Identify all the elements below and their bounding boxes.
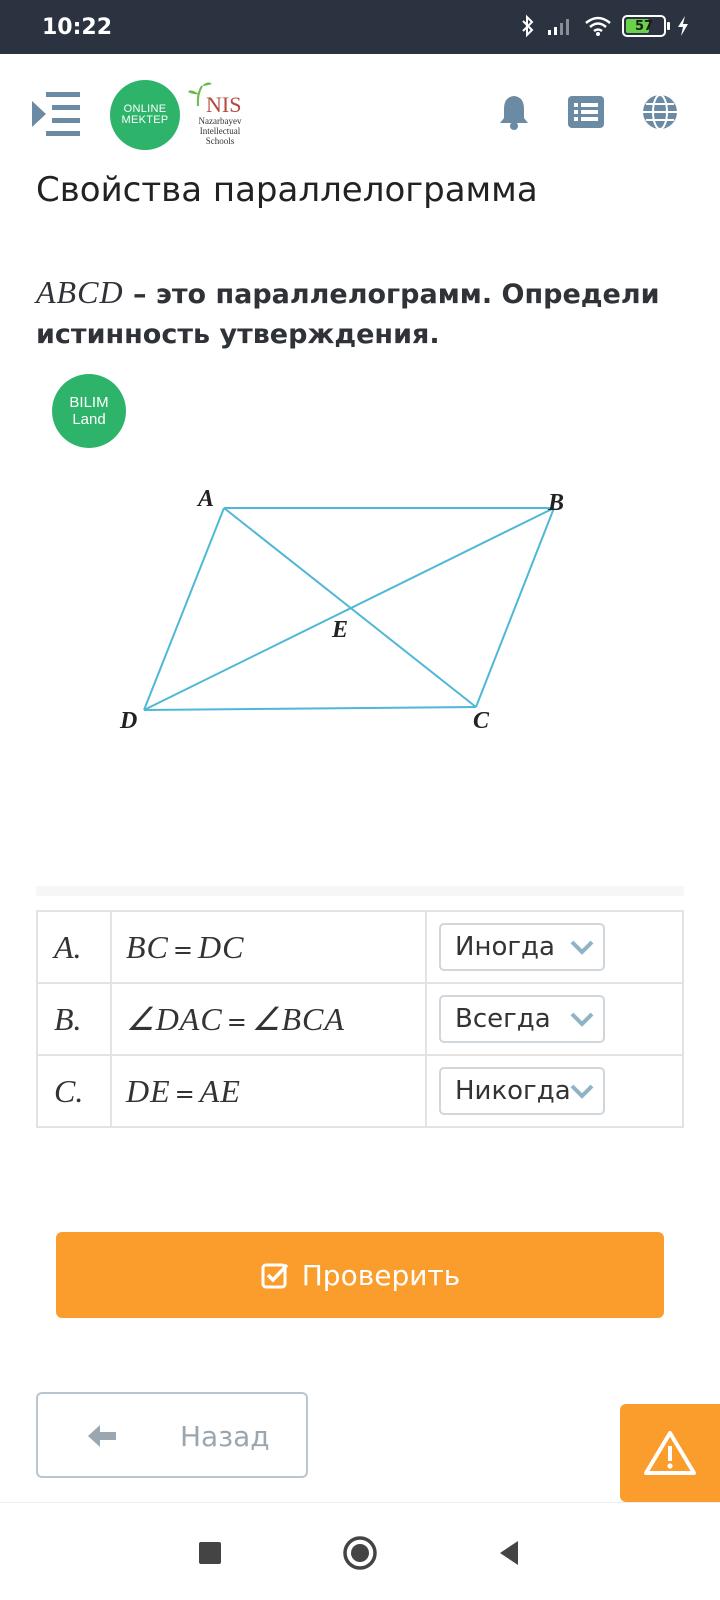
bilim-line1: BILIM [69, 394, 109, 411]
language-button[interactable] [640, 92, 680, 132]
diagonal-bd [144, 508, 554, 710]
statement-right: AE [199, 1072, 241, 1109]
list-button[interactable] [566, 92, 606, 132]
check-button-label: Проверить [301, 1258, 461, 1292]
table-row [37, 983, 683, 1055]
warning-icon [643, 1429, 697, 1477]
logo-mektep-text: MEKTEP [121, 114, 169, 126]
separator [36, 886, 684, 896]
globe-icon [640, 92, 680, 132]
side-bc [476, 508, 554, 707]
statement-op: = [174, 1079, 196, 1108]
label-e: E [332, 617, 349, 643]
statement-right: ∠BCA [251, 1001, 345, 1037]
charging-icon [676, 15, 690, 37]
online-mektep-logo[interactable] [110, 80, 180, 150]
system-navigation-bar [0, 1502, 720, 1600]
statement-left: ∠DAC [126, 1001, 223, 1037]
back-button-label: Назад [180, 1420, 270, 1453]
statement-expression [111, 983, 426, 1055]
statement-letter: C. [37, 1055, 111, 1127]
dropdown-value: Никогда [455, 1076, 571, 1106]
statement-letter: B. [37, 983, 111, 1055]
label-d: D [120, 708, 138, 734]
table-row [37, 911, 683, 983]
checkbox-check-icon [260, 1260, 290, 1290]
statement-expression [111, 1055, 426, 1127]
battery-level: 57 [634, 18, 654, 34]
answer-dropdown[interactable] [439, 995, 605, 1043]
page-title: Свойства параллелограмма [36, 170, 538, 210]
square-icon [190, 1533, 230, 1573]
statement-op: = [172, 935, 194, 964]
list-icon [566, 92, 606, 132]
side-da [144, 508, 224, 710]
label-c: C [473, 708, 490, 734]
notifications-button[interactable] [494, 92, 534, 132]
logo-online-text: ONLINE [123, 103, 167, 115]
statement-expression [111, 911, 426, 983]
menu-button[interactable] [30, 90, 82, 138]
question-text [36, 272, 676, 355]
status-time: 10:22 [42, 15, 113, 40]
chevron-down-icon [569, 1082, 595, 1100]
system-back-button[interactable] [490, 1533, 530, 1573]
dropdown-value: Иногда [455, 932, 555, 962]
status-icons [520, 14, 690, 38]
bell-icon [494, 92, 534, 132]
parallelogram-figure [100, 470, 600, 750]
nis-sub-line3: Schools [205, 136, 235, 146]
answer-dropdown[interactable] [439, 923, 605, 971]
statement-op: = [226, 1008, 248, 1036]
home-button[interactable] [340, 1533, 380, 1573]
check-button[interactable] [56, 1232, 664, 1318]
status-bar [0, 0, 720, 54]
chevron-down-icon [569, 1010, 595, 1028]
triangle-back-icon [490, 1533, 530, 1573]
statement-letter: A. [37, 911, 111, 983]
question-math: ABCD [36, 274, 124, 310]
statements-table [36, 910, 684, 1128]
statement-left: BC [126, 928, 169, 965]
nis-sub-line1: Nazarbayev [198, 116, 242, 126]
signal-icon [546, 15, 574, 37]
report-problem-button[interactable] [620, 1404, 720, 1502]
battery-icon [622, 15, 666, 37]
bilim-line2: Land [72, 411, 106, 428]
answer-dropdown[interactable] [439, 1067, 605, 1115]
label-a: A [198, 486, 215, 512]
nis-logo [184, 78, 254, 152]
question-body: – это параллелограмм. Определи истинность утверждения. [36, 279, 660, 350]
wifi-icon [584, 15, 612, 37]
circle-icon [340, 1533, 380, 1573]
chevron-down-icon [569, 938, 595, 956]
side-cd [144, 707, 476, 710]
nis-name: NIS [206, 92, 242, 117]
bilimland-logo[interactable] [52, 374, 126, 448]
back-button[interactable] [36, 1392, 308, 1478]
nis-subtitle [188, 116, 252, 146]
statement-right: DC [198, 928, 245, 965]
bluetooth-icon [520, 14, 536, 38]
table-row [37, 1055, 683, 1127]
nis-sub-line2: Intellectual [199, 126, 241, 136]
menu-icon [30, 90, 82, 138]
arrow-left-icon [86, 1422, 118, 1450]
label-b: B [548, 490, 565, 516]
statement-left: DE [126, 1072, 171, 1109]
recents-button[interactable] [190, 1533, 230, 1573]
dropdown-value: Всегда [455, 1004, 551, 1034]
